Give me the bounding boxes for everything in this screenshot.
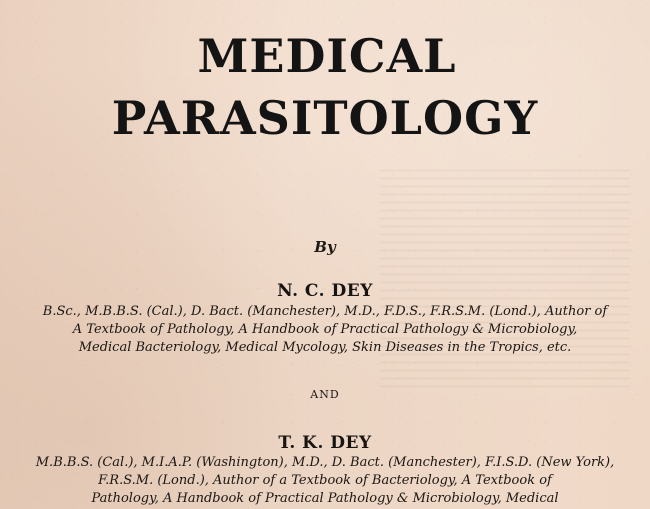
book-title-line-1: MEDICAL: [197, 29, 457, 83]
print-bleed-through: [380, 170, 630, 390]
author-name-1: N. C. DEY: [277, 281, 373, 301]
author-2-credential-line-3: Pathology, A Handbook of Practical Pathology & Microbiology, Medical: [91, 491, 559, 506]
book-title-line-2: PARASITOLOGY: [111, 91, 539, 145]
author-credentials-1: [0, 303, 650, 357]
author-2-credential-line-1: M.B.B.S. (Cal.), M.I.A.P. (Washington), M.D., D. Bact. (Manchester), F.I.S.D. (New York),: [35, 455, 615, 470]
author-1-credential-line-1: B.Sc., M.B.B.S. (Cal.), D. Bact. (Manchester), M.D., F.D.S., F.R.S.M. (Lond.), Author of: [42, 304, 608, 319]
author-2-credential-line-2: F.R.S.M. (Lond.), Author of a Textbook of Bacteriology, A Textbook of: [98, 473, 552, 488]
author-1-credential-line-3: Medical Bacteriology, Medical Mycology, Skin Diseases in the Tropics, etc.: [78, 340, 572, 355]
author-name-2: T. K. DEY: [278, 433, 372, 453]
and-separator: AND: [310, 388, 340, 401]
author-credentials-2: [0, 454, 650, 508]
by-label: By: [314, 238, 336, 256]
author-1-credential-line-2: A Textbook of Pathology, A Handbook of Practical Pathology & Microbiology,: [72, 322, 578, 337]
